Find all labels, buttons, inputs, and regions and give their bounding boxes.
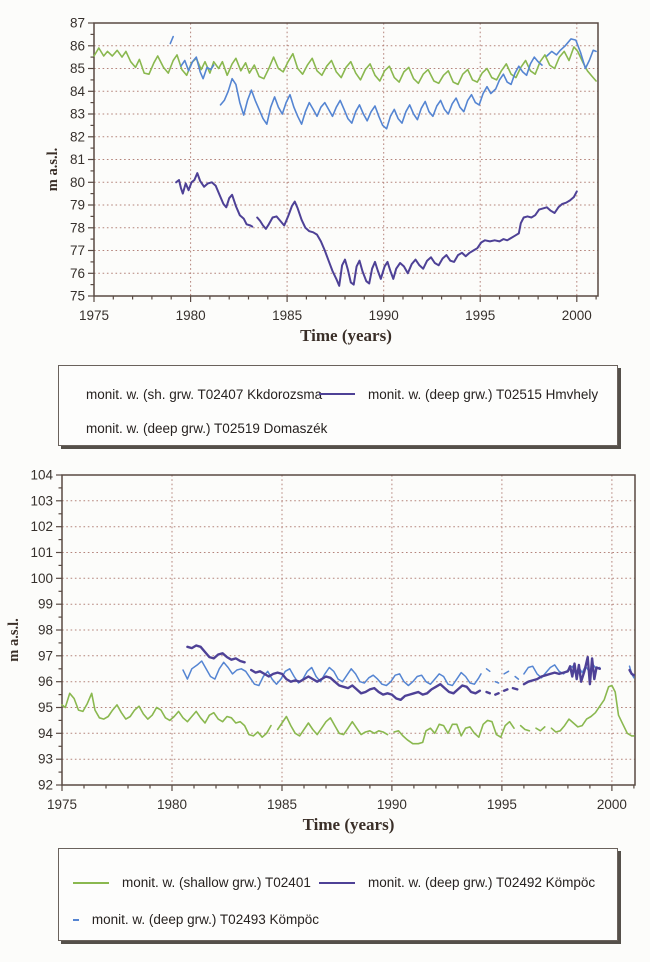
x-tick-label: 2000 — [561, 308, 592, 323]
series-line-t02519 — [170, 37, 173, 44]
legend-label: monit. w. (deep grw.) T02515 Hmvhely — [368, 386, 599, 402]
x-axis-title: Time (years) — [300, 326, 392, 345]
y-tick-label: 99 — [37, 596, 53, 612]
upper-groundwater-chart — [0, 0, 650, 350]
legend-item-t02401 — [73, 875, 319, 890]
upper-chart-legend — [58, 365, 618, 446]
legend-item-t02515 — [319, 387, 598, 402]
y-tick-label: 98 — [37, 622, 53, 638]
x-tick-label: 1975 — [46, 797, 78, 812]
y-tick-label: 80 — [69, 174, 85, 190]
legend-label: monit. w. (shallow grw.) T02401 — [122, 875, 311, 890]
series-line-t02401 — [536, 727, 545, 731]
lower-chart-legend — [58, 848, 618, 941]
y-tick-label: 95 — [37, 700, 53, 715]
legend-row — [73, 864, 617, 901]
series-line-t02401 — [394, 720, 514, 743]
legend-label: monit. w. (deep grw.) T02492 Kömpöc — [368, 875, 596, 890]
series-line-t02492 — [487, 692, 490, 693]
legend-item-t02519 — [73, 420, 328, 436]
y-tick-label: 104 — [30, 467, 53, 483]
legend-line-sample-icon — [319, 882, 355, 884]
y-tick-label: 101 — [30, 545, 53, 560]
y-tick-label: 81 — [69, 152, 85, 167]
legend-item-t02493 — [73, 912, 319, 927]
y-tick-label: 84 — [69, 83, 85, 99]
x-tick-label: 1985 — [272, 308, 303, 323]
y-tick-label: 93 — [37, 751, 53, 767]
series-line-t02492 — [187, 646, 244, 663]
series-line-t02515 — [176, 173, 252, 227]
x-tick-label: 1980 — [175, 308, 206, 323]
y-tick-label: 92 — [37, 777, 53, 793]
y-tick-label: 79 — [69, 197, 85, 213]
y-tick-label: 97 — [37, 648, 53, 664]
legend-row — [73, 411, 617, 445]
y-tick-label: 96 — [37, 674, 53, 690]
y-tick-label: 100 — [30, 570, 53, 586]
legend-line-sample-icon — [73, 919, 79, 921]
y-axis-title: m a.s.l. — [45, 147, 61, 192]
series-line-t02492 — [504, 689, 507, 690]
x-tick-label: 1995 — [486, 797, 517, 812]
legend-line-sample-icon — [73, 882, 109, 884]
x-tick-label: 1990 — [368, 308, 399, 323]
y-tick-label: 94 — [37, 725, 53, 741]
x-tick-label: 1985 — [266, 797, 298, 812]
lower-groundwater-chart — [0, 450, 650, 842]
series-line-t02492 — [495, 693, 498, 694]
legend-item-t02407 — [73, 386, 323, 402]
x-tick-label: 1980 — [156, 797, 188, 812]
series-line-t02493 — [495, 682, 498, 683]
y-tick-label: 78 — [69, 220, 85, 236]
y-tick-label: 85 — [69, 61, 85, 76]
series-line-t02401 — [278, 717, 388, 736]
y-tick-label: 86 — [69, 38, 85, 54]
series-line-t02515 — [257, 191, 577, 285]
legend-row — [73, 901, 617, 938]
series-line-t02492 — [251, 670, 480, 700]
y-tick-label: 75 — [69, 288, 85, 304]
series-line-t02492 — [630, 670, 634, 675]
x-axis-title: Time (years) — [302, 815, 395, 834]
y-tick-label: 83 — [69, 106, 85, 122]
y-tick-label: 87 — [69, 15, 85, 31]
legend-line-sample-icon — [319, 393, 355, 395]
y-axis-title: m a.s.l. — [6, 618, 22, 662]
y-tick-label: 76 — [69, 265, 85, 281]
x-tick-label: 2000 — [596, 797, 627, 812]
series-line-t02407 — [94, 47, 596, 85]
legend-row — [73, 377, 617, 411]
x-tick-label: 1990 — [376, 797, 407, 812]
series-line-t02401 — [521, 726, 530, 731]
series-line-t02401 — [62, 693, 271, 737]
series-line-t02493 — [487, 669, 490, 672]
series-line-t02492 — [513, 688, 517, 689]
x-tick-label: 1975 — [78, 308, 110, 323]
legend-label: monit. w. (sh. grw. T02407 Kkdorozsma — [86, 386, 323, 402]
legend-label: monit. w. (deep grw.) T02493 Kömpöc — [91, 912, 319, 927]
series-line-t02493 — [504, 671, 508, 674]
series-line-t02401 — [551, 686, 634, 736]
legend-item-t02492 — [319, 875, 595, 890]
y-tick-label: 82 — [69, 129, 85, 145]
series-line-t02493 — [515, 677, 518, 680]
legend-label: monit. w. (deep grw.) T02519 Domaszék — [86, 420, 328, 436]
y-tick-label: 77 — [69, 243, 85, 258]
x-tick-label: 1995 — [465, 308, 496, 323]
y-tick-label: 102 — [30, 519, 53, 535]
y-tick-label: 103 — [30, 493, 53, 509]
